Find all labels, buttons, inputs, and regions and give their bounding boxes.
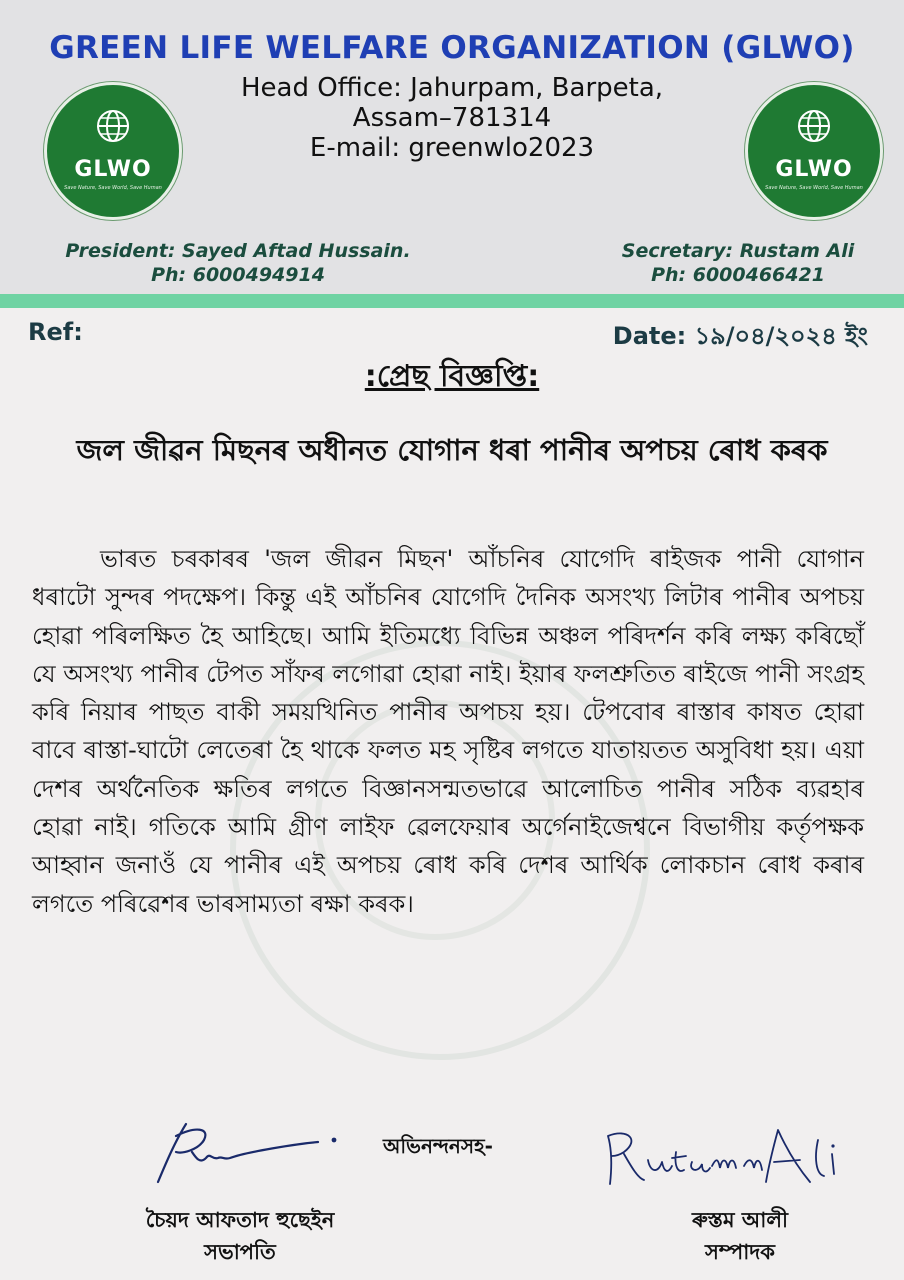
logo-tagline: Save Nature, Save World, Save Human bbox=[765, 185, 863, 191]
president-phone: Ph: 6000494914 bbox=[151, 264, 325, 286]
address-line-1: Head Office: Jahurpam, Barpeta, bbox=[240, 73, 664, 103]
president-title: সভাপতি bbox=[204, 1240, 276, 1264]
logo-tagline: Save Nature, Save World, Save Human bbox=[64, 185, 162, 191]
president-name: President: Sayed Aftad Hussain. bbox=[65, 240, 411, 262]
email-line: E-mail: greenwlo2023 bbox=[309, 133, 595, 163]
secretary-phone: Ph: 6000466421 bbox=[651, 264, 825, 286]
address-line-2: Assam–781314 bbox=[352, 103, 552, 133]
letter-date: Date: ১৯/০৪/২০২৪ ইং bbox=[612, 322, 868, 350]
press-release-title: :প্ৰেছ বিজ্ঞপ্তি: bbox=[364, 359, 540, 394]
reference-label: Ref: bbox=[28, 318, 83, 346]
globe-icon bbox=[96, 109, 130, 143]
secretary-block bbox=[602, 239, 874, 287]
president-block bbox=[48, 239, 428, 287]
secretary-title: সম্পাদক bbox=[704, 1240, 776, 1264]
glwo-logo-right bbox=[745, 82, 883, 220]
secretary-signature-block bbox=[640, 1204, 840, 1268]
letter-body: ভাৰত চৰকাৰৰ 'জল জীৱন মিছন' আঁচনিৰ যোগেদি ৰাইজক পানী যোগান ধৰাটো সুন্দৰ পদক্ষেপ। কিন্তু এই আঁচনিৰ যোগেদি দৈনিক অসংখ্য লিটাৰ পানীৰ অপচয় হোৱা পৰিলক্ষিত হৈ আহিছে। আমি ইতিমধ্যে বিভিন্ন অঞ্চল পৰিদৰ্শন কৰি লক্ষ্য কৰিছোঁ যে অসংখ্য পানীৰ টেপত সাঁফৰ লগোৱা হোৱা নাই। ইয়াৰ ফলশ্ৰুতিত ৰাইজে পানী সংগ্ৰহ কৰি নিয়াৰ পাছত বাকী সময়খিনিত পানীৰ অপচয় হয়। টেপবোৰ ৰাস্তাৰ কাষত হোৱা বাবে ৰাস্তা-ঘাটো লেতেৰা হৈ থাকে ফলত মহ সৃষ্টিৰ লগতে যাতায়তত অসুবিধা হয়। এয়া দেশৰ অৰ্থনৈতিক ক্ষতিৰ লগতে বিজ্ঞানসন্মতভাৱে আলোচিত পানীৰ সঠিক ব্যৱহাৰ হোৱা নাই। গতিকে আমি গ্ৰীণ লাইফ ৱেলফেয়াৰ অৰ্গেনাইজেশ্বনে বিভাগীয় কৰ্তৃপক্ষক আহ্বান জনাওঁ যে পানীৰ এই অপচয় ৰোধ কৰি দেশৰ আৰ্থিক লোকচান ৰোধ কৰাৰ লগতে পৰিৱেশৰ ভাৰসাম্যতা ৰক্ষা কৰক। bbox=[32, 545, 864, 918]
organization-name: GREEN LIFE WELFARE ORGANIZATION (GLWO) bbox=[49, 30, 855, 66]
secretary-name-bengali: ৰুস্তম আলী bbox=[691, 1208, 789, 1232]
president-signature bbox=[146, 1118, 346, 1190]
president-signature-block bbox=[90, 1204, 390, 1268]
glwo-logo-left bbox=[44, 82, 182, 220]
logo-label: GLWO bbox=[74, 157, 152, 182]
secretary-name: Secretary: Rustam Ali bbox=[621, 240, 855, 262]
header-divider-bar bbox=[0, 294, 904, 308]
letter-headline: জল জীৱন মিছনৰ অধীনত যোগান ধৰা পানীৰ অপচয় ৰোধ কৰক bbox=[76, 433, 828, 467]
globe-icon bbox=[797, 109, 831, 143]
closing-greeting: অভিনন্দনসহ- bbox=[383, 1134, 493, 1158]
logo-label: GLWO bbox=[775, 157, 853, 182]
secretary-signature bbox=[588, 1122, 868, 1194]
president-name-bengali: চৈয়দ আফতাদ হুছেইন bbox=[145, 1208, 335, 1232]
